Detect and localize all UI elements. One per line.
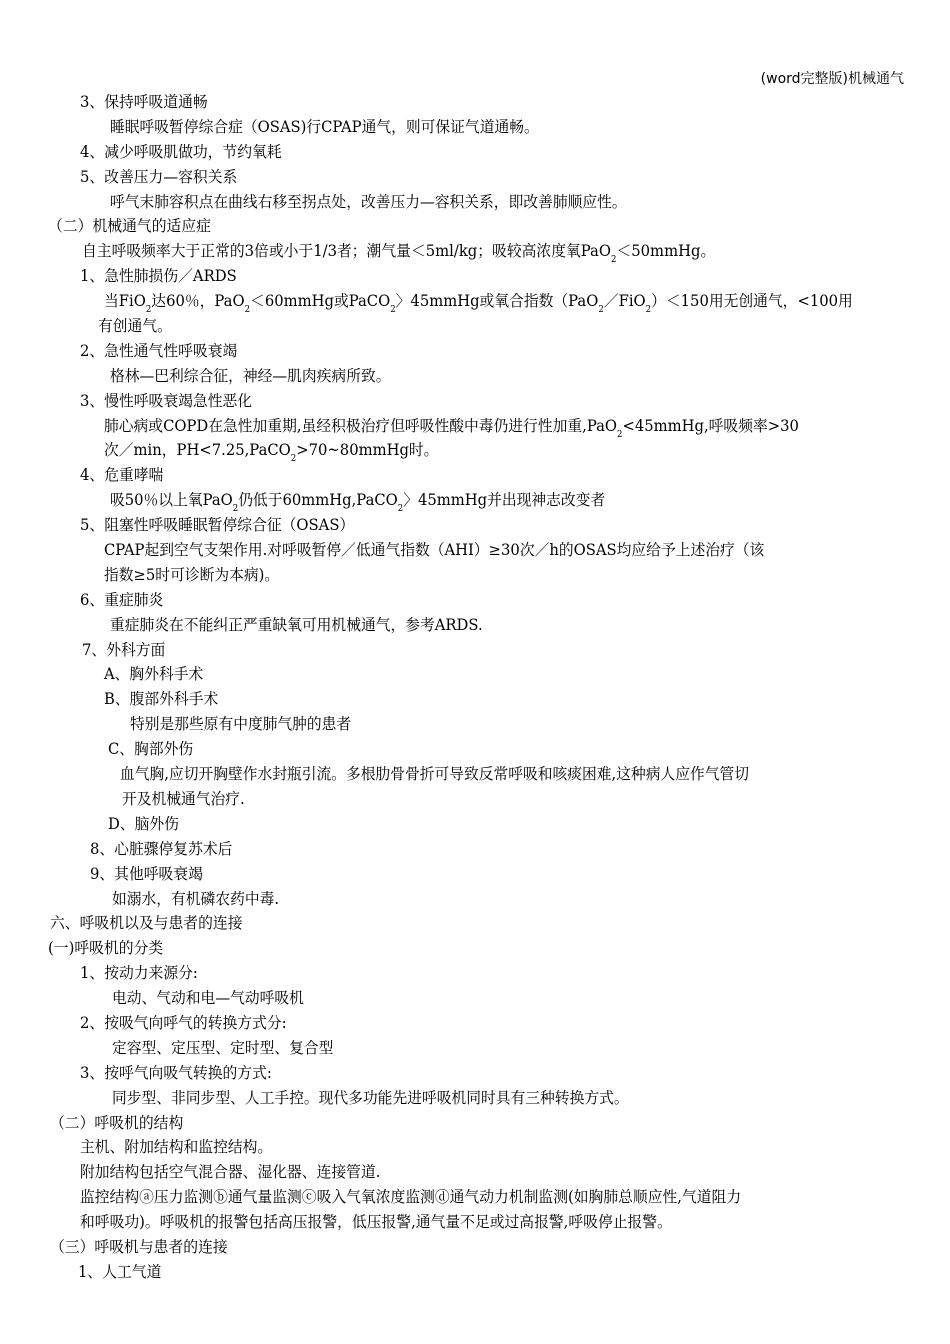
text-line: CPAP起到空气支架作用.对呼吸暂停／低通气指数（AHI）≥30次／h的OSAS均应给予上述治疗（该 xyxy=(104,541,765,560)
text-line: 开及机械通气治疗. xyxy=(122,789,245,808)
text-line: 如溺水，有机磷农药中毒. xyxy=(112,889,280,908)
text-line: 肺心病或COPD在急性加重期,虽经积极治疗但呼吸性酸中毒仍进行性加重,PaO2<45mmHg,呼吸频率>30 xyxy=(104,416,799,440)
text-line: 监控结构ⓐ压力监测ⓑ通气量监测ⓒ吸入气氧浓度监测ⓓ通气动力机制监测(如胸肺总顺应性,气道阻力 xyxy=(80,1188,742,1207)
text-line: 2、急性通气性呼吸衰竭 xyxy=(80,341,238,360)
text-line: 主机、附加结构和监控结构。 xyxy=(80,1138,273,1157)
document-header: (word完整版)机械通气 xyxy=(760,71,904,87)
text-line: 指数≥5时可诊断为本病)。 xyxy=(104,565,280,584)
document-body xyxy=(0,90,950,1285)
section-heading: （二）机械通气的适应症 xyxy=(48,217,211,236)
text-line: 8、心脏骤停复苏术后 xyxy=(90,839,233,858)
text-line: 吸50％以上氧PaO2仍低于60mmHg,PaCO2〉45mmHg并出现神志改变者 xyxy=(110,491,606,515)
section-heading: （二）呼吸机的结构 xyxy=(50,1113,184,1132)
text-line: 电动、气动和电—气动呼吸机 xyxy=(112,989,304,1008)
section-heading: （三）呼吸机与患者的连接 xyxy=(50,1237,228,1256)
text-line: 5、阻塞性呼吸睡眠暂停综合征（OSAS） xyxy=(80,516,355,535)
text-line: 特别是那些原有中度肺气肿的患者 xyxy=(130,715,352,734)
text-line: 5、改善压力—容积关系 xyxy=(80,167,238,186)
text-line: 自主呼吸频率大于正常的3倍或小于1/3者；潮气量＜5ml/kg；吸较高浓度氧PaO2＜50mmHg。 xyxy=(82,242,716,266)
text-line: 附加结构包括空气混合器、湿化器、连接管道. xyxy=(80,1163,381,1182)
text-line: 1、急性肺损伤／ARDS xyxy=(80,267,237,286)
text-line: A、胸外科手术 xyxy=(104,665,204,684)
text-line: 9、其他呼吸衰竭 xyxy=(90,864,203,883)
text-line: 血气胸,应切开胸壁作水封瓶引流。多根肋骨骨折可导致反常呼吸和咳痰困难,这种病人应作气管切 xyxy=(120,765,750,784)
section-heading: 六、呼吸机以及与患者的连接 xyxy=(50,914,243,933)
text-line: 睡眠呼吸暂停综合症（OSAS)行CPAP通气，则可保证气道通畅。 xyxy=(110,117,539,136)
text-line: 7、外科方面 xyxy=(82,640,166,659)
text-line: 有创通气。 xyxy=(98,317,172,336)
text-line: 当FiO2达60％，PaO2＜60mmHg或PaCO2〉45mmHg或氧合指数（PaO2／FiO2）＜150用无创通气，<100用 xyxy=(104,292,853,316)
text-line: 和呼吸功)。呼吸机的报警包括高压报警，低压报警,通气量不足或过高报警,呼吸停止报警。 xyxy=(80,1213,672,1232)
text-line: 重症肺炎在不能纠正严重缺氧可用机械通气，参考ARDS. xyxy=(110,615,483,634)
text-line: 4、危重哮喘 xyxy=(80,466,164,485)
section-heading: (一)呼吸机的分类 xyxy=(48,939,164,958)
text-line: C、胸部外伤 xyxy=(108,740,194,759)
text-line: 1、人工气道 xyxy=(78,1262,162,1281)
text-line: 呼气末肺容积点在曲线右移至拐点处，改善压力—容积关系，即改善肺顺应性。 xyxy=(110,192,627,211)
text-line: 3、按呼气向吸气转换的方式: xyxy=(80,1063,272,1082)
text-line: B、腹部外科手术 xyxy=(104,690,219,709)
text-line: 3、保持呼吸道通畅 xyxy=(80,93,208,111)
text-line: 格林—巴利综合征，神经—肌肉疾病所致。 xyxy=(110,366,391,385)
text-line: 次／min，PH<7.25,PaCO2>70~80mmHg时。 xyxy=(104,441,439,465)
text-line: 3、慢性呼吸衰竭急性恶化 xyxy=(80,391,253,410)
text-line: 6、重症肺炎 xyxy=(80,590,164,609)
text-line: 定容型、定压型、定时型、复合型 xyxy=(112,1038,334,1057)
text-line: 2、按吸气向呼气的转换方式分: xyxy=(80,1013,287,1032)
text-line: 同步型、非同步型、人工手控。现代多功能先进呼吸机同时具有三种转换方式。 xyxy=(112,1088,629,1107)
text-line: 4、减少呼吸肌做功，节约氧耗 xyxy=(80,142,282,161)
text-line: 1、按动力来源分: xyxy=(80,964,198,983)
text-line: D、脑外伤 xyxy=(108,814,179,833)
